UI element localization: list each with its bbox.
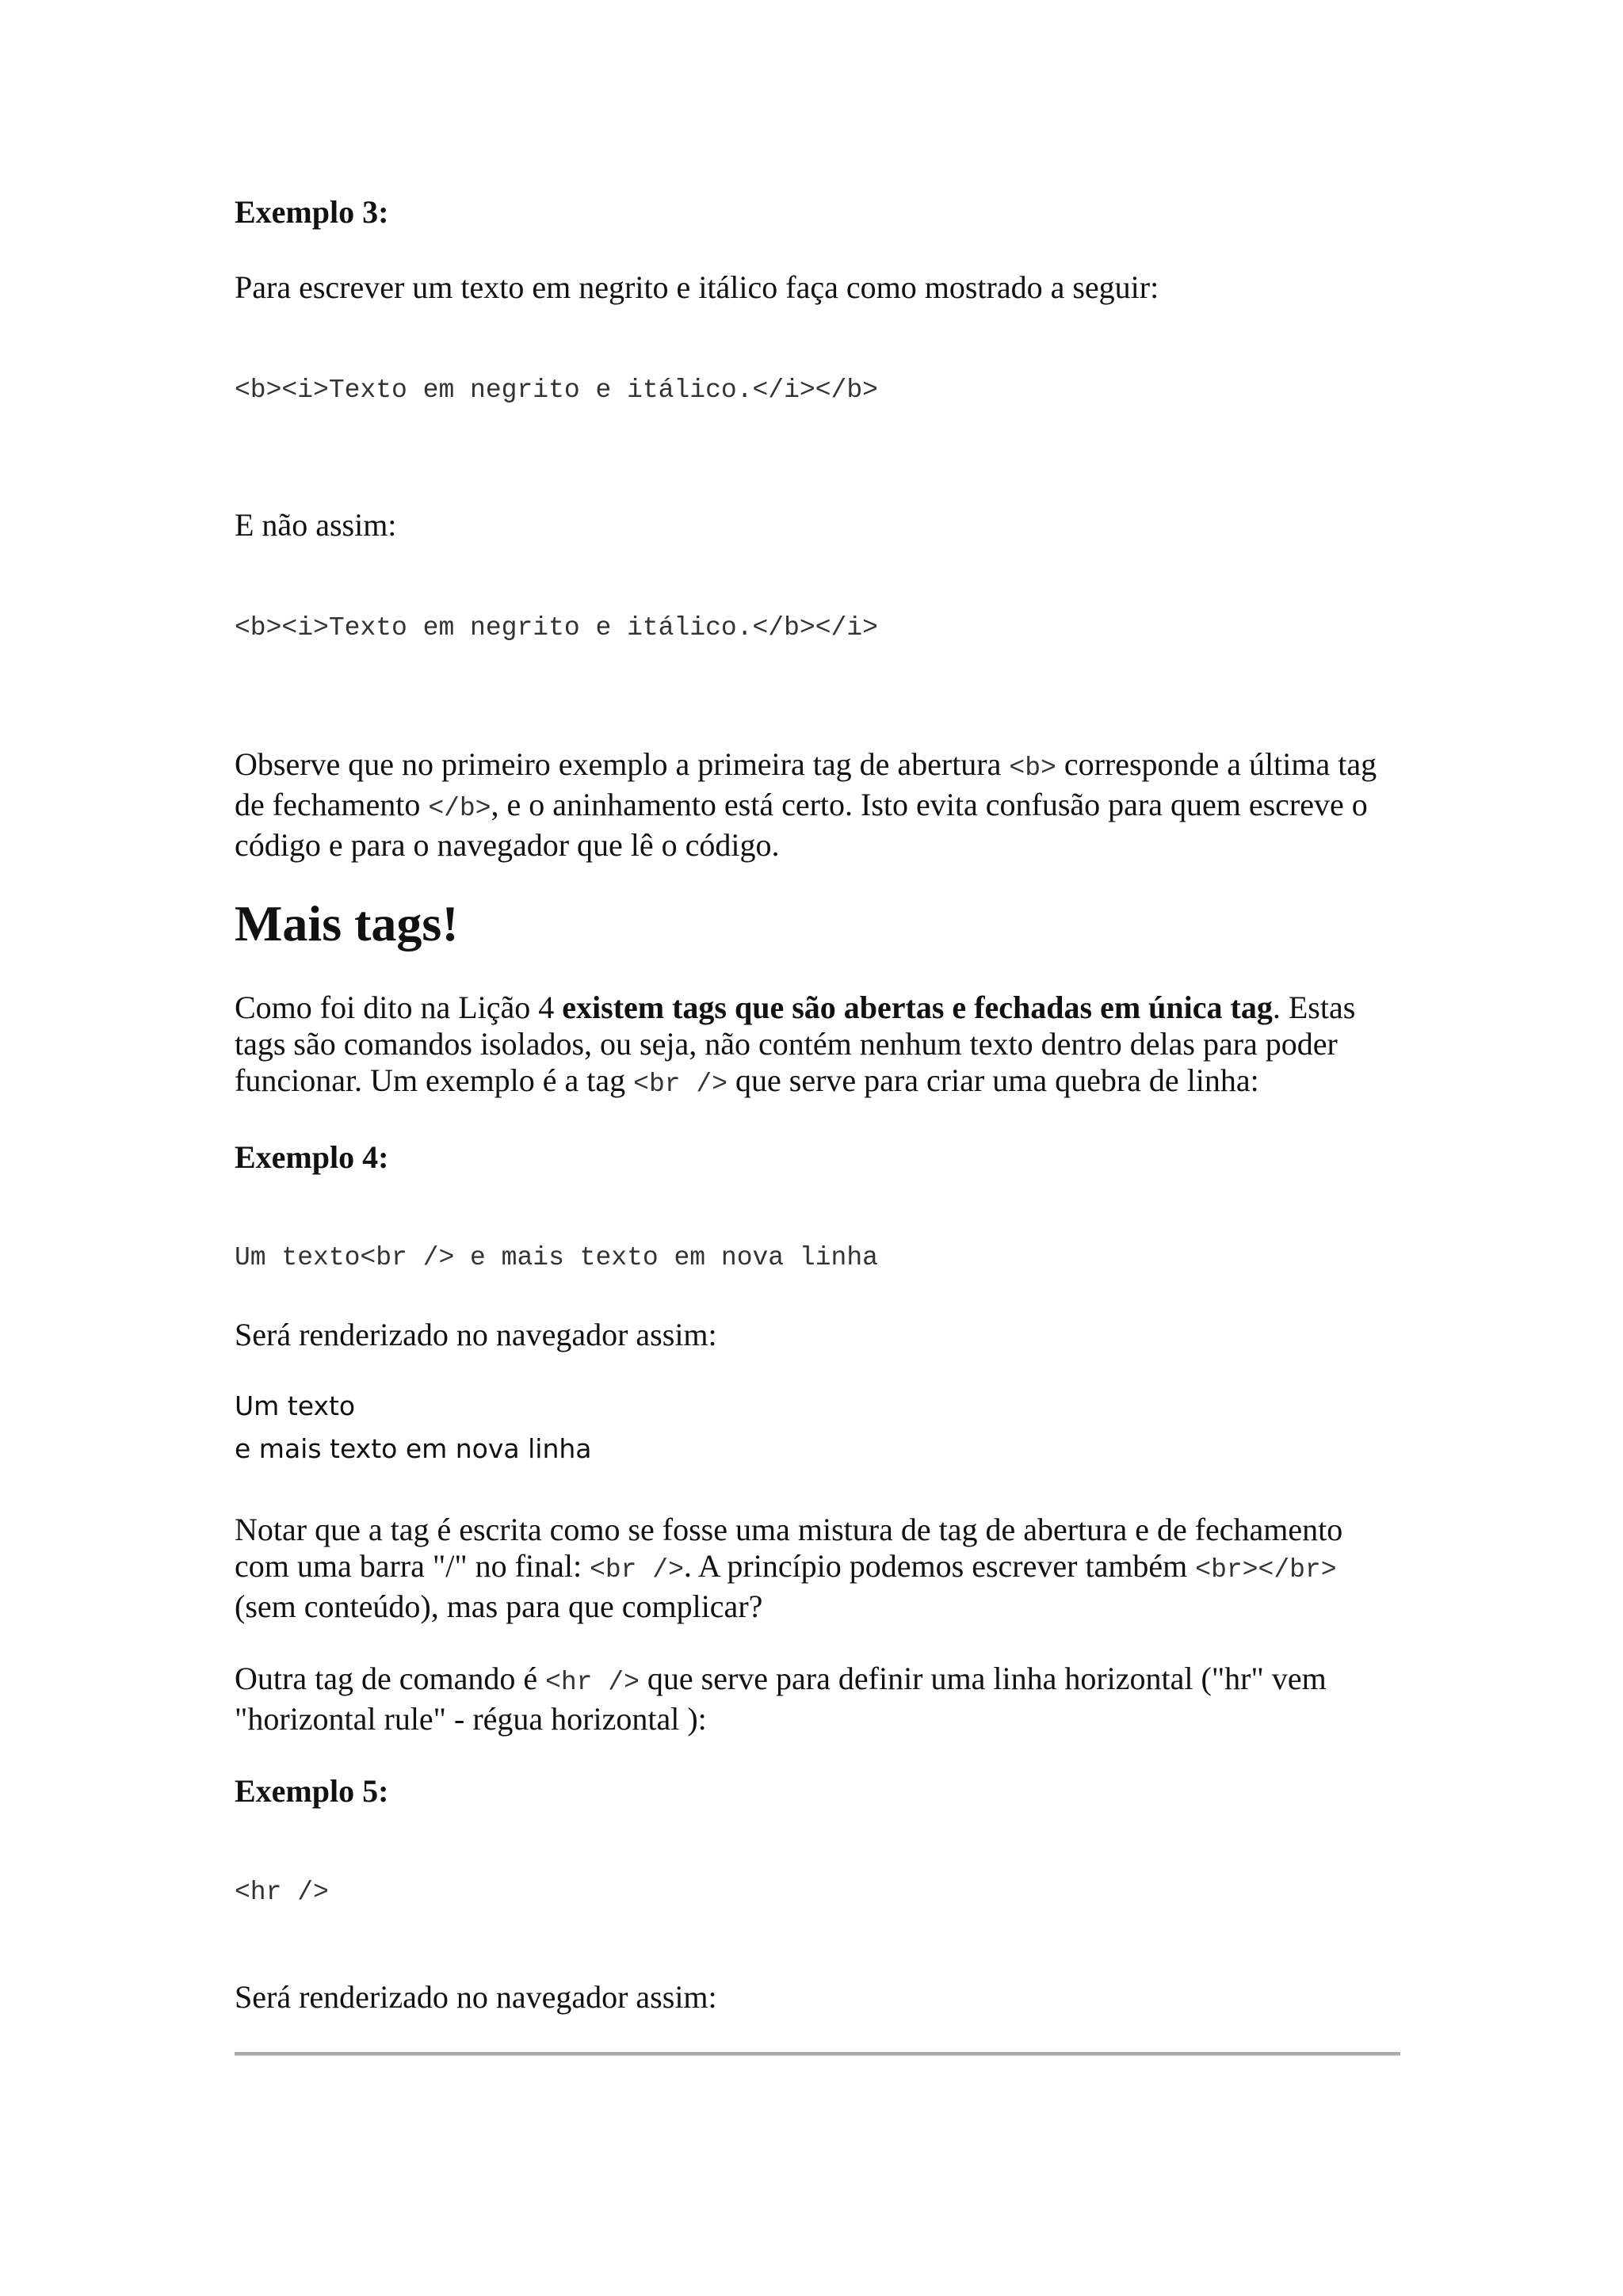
document-page (235, 0, 1403, 2296)
rendered-horizontal-rule (235, 2052, 1400, 2056)
example-3-heading: Exemplo 3: (235, 194, 389, 230)
section-title: Mais tags! (235, 895, 459, 952)
inline-code-br-2: <br /> (590, 1555, 684, 1585)
hr-intro-paragraph: Outra tag de comando é <hr /> que serve para definir uma linha horizontal ("hr" vem "horizontal rule" - régua horizontal ): (235, 1661, 1327, 1737)
self-closing-intro-paragraph: Como foi dito na Lição 4 existem tags que são abertas e fechadas em única tag. Estas tags são comandos isolados, ou seja, não contém nenhum texto dentro delas para poder funcionar. Um exemplo é a tag <br /> que serve para criar uma quebra de linha: (235, 990, 1356, 1099)
code-wrong-nesting: <b><i>Texto em negrito e itálico.</b></i> (235, 613, 878, 643)
observe-paragraph: Observe que no primeiro exemplo a primeira tag de abertura <b> corresponde a última tag de fechamento </b>, e o aninhamento está certo. Isto evita confusão para quem escreve o código e para o navegador que lê o código. (235, 746, 1377, 863)
rendered-line-2: e mais texto em nova linha (235, 1433, 592, 1464)
example-4-rendered-label: Será renderizado no navegador assim: (235, 1317, 717, 1352)
bold-phrase: existem tags que são abertas e fechadas em única tag (562, 990, 1273, 1025)
not-like-this-text: E não assim: (235, 507, 397, 543)
inline-code-br-pair: <br></br> (1195, 1555, 1337, 1585)
inline-code-hr: <hr /> (545, 1668, 640, 1697)
inline-code-b-close: </b> (428, 794, 491, 823)
note-paragraph: Notar que a tag é escrita como se fosse uma mistura de tag de abertura e de fechamento com uma barra "/" no final: <br />. A princípio podemos escrever também <br></br> (sem conteúdo), mas para que complicar? (235, 1512, 1343, 1624)
example-5-code: <hr /> (235, 1878, 329, 1907)
code-correct-nesting: <b><i>Texto em negrito e itálico.</i></b> (235, 376, 878, 405)
example-4-heading: Exemplo 4: (235, 1139, 389, 1175)
example-5-heading: Exemplo 5: (235, 1773, 389, 1809)
rendered-line-1: Um texto (235, 1390, 356, 1421)
example-4-code: Um texto<br /> e mais texto em nova linha (235, 1243, 878, 1272)
inline-code-b-open: <b> (1009, 753, 1056, 783)
example-5-rendered-label: Será renderizado no navegador assim: (235, 1979, 717, 2015)
example-4-rendered-output (235, 1385, 1403, 1470)
inline-code-br: <br /> (633, 1070, 727, 1099)
example-3-intro: Para escrever um texto em negrito e itálico faça como mostrado a seguir: (235, 269, 1159, 305)
